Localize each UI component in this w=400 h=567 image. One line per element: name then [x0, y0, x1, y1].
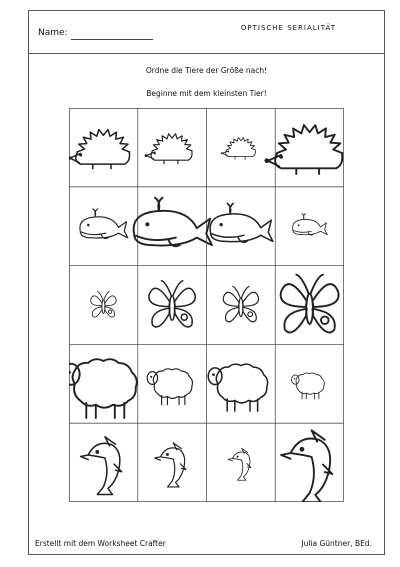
- animal-grid-svg: [69, 108, 344, 502]
- sheep-icon: [208, 364, 267, 411]
- name-line: [71, 39, 153, 40]
- butterfly-icon: [223, 286, 258, 321]
- sheep-icon: [292, 373, 325, 399]
- sheep-icon: [69, 359, 137, 418]
- animal-grid: [69, 108, 344, 502]
- butterfly-icon: [281, 275, 339, 333]
- hedgehog-icon: [145, 134, 193, 164]
- butterfly-icon: [149, 281, 195, 327]
- sheep-icon: [147, 369, 192, 405]
- dolphin-icon: [155, 443, 186, 487]
- butterfly-icon: [91, 292, 117, 318]
- footer-author: Julia Güntner, BEd.: [301, 539, 372, 548]
- hedgehog-icon: [69, 130, 130, 169]
- instruction-line-1: Ordne die Tiere der Größe nach!: [145, 66, 268, 75]
- dolphin-icon: [81, 437, 122, 495]
- footer-credit: Erstellt mit dem Worksheet Crafter: [35, 539, 166, 548]
- dolphin-icon: [281, 430, 332, 502]
- whale-icon: [134, 198, 212, 247]
- whale-icon: [210, 203, 273, 242]
- whale-icon: [293, 214, 328, 235]
- worksheet-header: [29, 11, 384, 54]
- hedgehog-icon: [264, 125, 342, 174]
- worksheet-title: OPTISCHE SERIALITÄT: [240, 24, 336, 32]
- name-label: Name:: [38, 28, 68, 38]
- dolphin-icon: [228, 448, 251, 480]
- whale-icon: [80, 209, 128, 239]
- hedgehog-icon: [221, 138, 255, 160]
- instruction-line-2: Beginne mit dem kleinsten Tier!: [146, 89, 267, 98]
- worksheet: [28, 10, 385, 555]
